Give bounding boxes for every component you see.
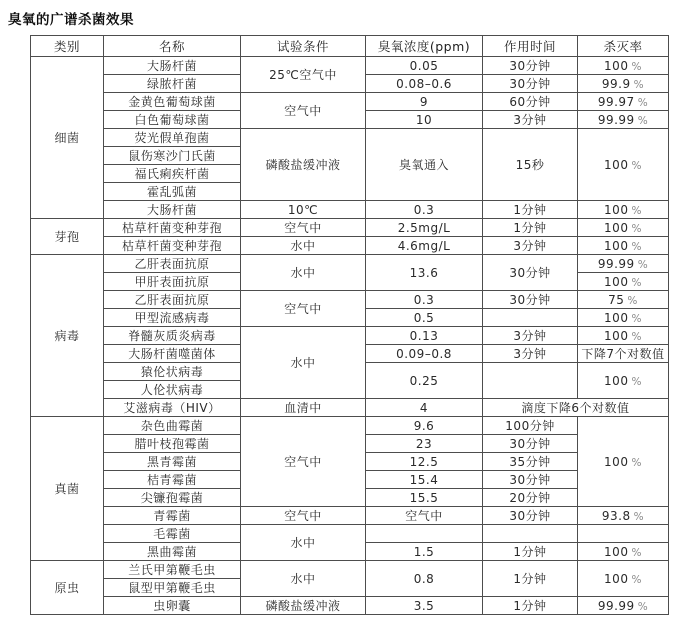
cell-name: 桔青霉菌 [104,471,241,489]
cell-time: 3分钟 [483,237,578,255]
table-row [31,525,669,543]
column-header-killrate: 杀灭率 [578,36,669,57]
cell-name: 大肠杆菌 [104,201,241,219]
table-row [31,561,669,579]
cell-concentration: 0.3 [366,201,483,219]
cell-time: 1分钟 [483,201,578,219]
cell-condition: 空气中 [241,291,366,327]
table-body [31,57,669,615]
percent-sign: % [633,510,645,523]
cell-killrate: 100 % [578,273,669,291]
table-row [31,57,669,75]
cell-condition: 磷酸盐缓冲液 [241,129,366,201]
cell-name: 甲肝表面抗原 [104,273,241,291]
cell-killrate: 100 % [578,57,669,75]
cell-name: 绿脓杆菌 [104,75,241,93]
cell-name: 人伦状病毒 [104,381,241,399]
table-row [31,291,669,309]
percent-sign: % [631,456,642,469]
cell-time: 30分钟 [483,255,578,291]
cell-killrate: 100 % [578,129,669,201]
cell-concentration: 4 [366,399,483,417]
cell-killrate: 100 % [578,237,669,255]
table-row [31,201,669,219]
cell-condition: 空气中 [241,93,366,129]
cell-concentration: 0.3 [366,291,483,309]
cell-name: 毛霉菌 [104,525,241,543]
cell-killrate: 100 % [578,561,669,597]
cell-time: 30分钟 [483,57,578,75]
cell-killrate: 100 % [578,543,669,561]
cell-time: 3分钟 [483,345,578,363]
cell-concentration: 13.6 [366,255,483,291]
cell-time: 1分钟 [483,543,578,561]
column-header-concentration: 臭氧浓度(ppm) [366,36,483,57]
cell-concentration: 0.5 [366,309,483,327]
cell-category: 细菌 [31,57,104,219]
cell-category: 真菌 [31,417,104,561]
percent-sign: % [631,546,642,559]
percent-sign: % [637,114,649,127]
cell-name: 甲型流感病毒 [104,309,241,327]
cell-name: 金黄色葡萄球菌 [104,93,241,111]
cell-concentration: 臭氧通入 [366,129,483,201]
cell-concentration: 0.25 [366,363,483,399]
cell-condition: 空气中 [241,417,366,507]
cell-concentration [366,525,483,543]
percent-sign: % [631,222,642,235]
percent-sign: % [627,294,638,307]
percent-sign: % [637,258,649,271]
cell-time: 100分钟 [483,417,578,435]
cell-killrate: 100 % [578,363,669,399]
cell-name: 尖镰孢霉菌 [104,489,241,507]
cell-time: 3分钟 [483,111,578,129]
cell-name: 乙肝表面抗原 [104,291,241,309]
column-header-name: 名称 [104,36,241,57]
cell-time: 1分钟 [483,561,578,597]
cell-name: 兰氏甲第鞭毛虫 [104,561,241,579]
cell-killrate: 99.97 % [578,93,669,111]
column-header-time: 作用时间 [483,36,578,57]
table-row [31,597,669,615]
cell-condition: 10℃ [241,201,366,219]
cell-concentration: 12.5 [366,453,483,471]
cell-concentration: 3.5 [366,597,483,615]
cell-concentration: 0.08–0.6 [366,75,483,93]
cell-category: 芽孢 [31,219,104,255]
percent-sign: % [631,60,642,73]
table-row [31,255,669,273]
percent-sign: % [637,96,649,109]
cell-time: 35分钟 [483,453,578,471]
cell-killrate: 99.99 % [578,597,669,615]
cell-condition: 磷酸盐缓冲液 [241,597,366,615]
cell-condition: 水中 [241,255,366,291]
cell-killrate [578,525,669,543]
cell-name: 大肠杆菌 [104,57,241,75]
percent-sign: % [631,276,642,289]
cell-killrate: 100 % [578,219,669,237]
table-header [31,36,669,57]
header-row [31,36,669,57]
cell-time [483,525,578,543]
cell-concentration: 23 [366,435,483,453]
cell-killrate: 100 % [578,201,669,219]
table-row [31,237,669,255]
cell-concentration: 2.5mg/L [366,219,483,237]
cell-time [483,309,578,327]
cell-name: 腊叶枝孢霉菌 [104,435,241,453]
cell-name: 乙肝表面抗原 [104,255,241,273]
cell-name: 黑青霉菌 [104,453,241,471]
cell-concentration: 0.8 [366,561,483,597]
cell-name: 虫卵囊 [104,597,241,615]
cell-concentration: 10 [366,111,483,129]
table-row [31,219,669,237]
table-row [31,417,669,435]
page-title: 臭氧的广谱杀菌效果 [8,12,134,28]
cell-name: 白色葡萄球菌 [104,111,241,129]
cell-concentration: 0.05 [366,57,483,75]
cell-killrate: 100 % [578,309,669,327]
cell-time: 30分钟 [483,75,578,93]
cell-killrate: 100 % [578,327,669,345]
cell-name: 脊髓灰质炎病毒 [104,327,241,345]
cell-time: 滴度下降6个对数值 [483,399,669,417]
percent-sign: % [631,573,642,586]
cell-time: 30分钟 [483,471,578,489]
table-row [31,507,669,525]
cell-category: 原虫 [31,561,104,615]
ozone-sterilization-table [30,35,669,615]
cell-time [483,363,578,399]
cell-concentration: 15.5 [366,489,483,507]
cell-time: 30分钟 [483,435,578,453]
cell-condition: 空气中 [241,219,366,237]
cell-name: 猿伦状病毒 [104,363,241,381]
cell-condition: 25℃空气中 [241,57,366,93]
cell-time: 1分钟 [483,219,578,237]
percent-sign: % [631,312,642,325]
cell-time: 60分钟 [483,93,578,111]
cell-category: 病毒 [31,255,104,417]
cell-killrate: 下降7个对数值 [578,345,669,363]
cell-name: 枯草杆菌变种芽孢 [104,219,241,237]
cell-condition: 水中 [241,237,366,255]
percent-sign: % [637,600,649,613]
cell-name: 鼠伤寒沙门氏菌 [104,147,241,165]
cell-killrate: 75 % [578,291,669,309]
cell-condition: 水中 [241,327,366,399]
percent-sign: % [631,240,642,253]
cell-concentration: 空气中 [366,507,483,525]
cell-time: 1分钟 [483,597,578,615]
percent-sign: % [631,330,642,343]
cell-killrate: 99.99 % [578,111,669,129]
percent-sign: % [633,78,645,91]
cell-time: 30分钟 [483,507,578,525]
cell-killrate: 99.99 % [578,255,669,273]
percent-sign: % [631,204,642,217]
cell-killrate: 99.9 % [578,75,669,93]
cell-time: 20分钟 [483,489,578,507]
column-header-condition: 试验条件 [241,36,366,57]
cell-name: 艾滋病毒（HIV） [104,399,241,417]
cell-killrate: 100 % [578,417,669,507]
cell-name: 青霉菌 [104,507,241,525]
cell-name: 荧光假单孢菌 [104,129,241,147]
cell-name: 杂色曲霉菌 [104,417,241,435]
cell-concentration: 0.09–0.8 [366,345,483,363]
table-row [31,327,669,345]
cell-condition: 水中 [241,561,366,597]
cell-concentration: 9 [366,93,483,111]
cell-name: 霍乱弧菌 [104,183,241,201]
cell-time: 30分钟 [483,291,578,309]
table-row [31,129,669,147]
cell-name: 鼠型甲第鞭毛虫 [104,579,241,597]
cell-condition: 血清中 [241,399,366,417]
percent-sign: % [631,159,642,172]
column-header-category: 类别 [31,36,104,57]
cell-name: 大肠杆菌噬菌体 [104,345,241,363]
cell-concentration: 4.6mg/L [366,237,483,255]
percent-sign: % [631,375,642,388]
table-row [31,93,669,111]
cell-time: 15秒 [483,129,578,201]
cell-concentration: 1.5 [366,543,483,561]
cell-name: 黑曲霉菌 [104,543,241,561]
cell-concentration: 9.6 [366,417,483,435]
cell-killrate: 93.8 % [578,507,669,525]
cell-concentration: 15.4 [366,471,483,489]
table-row [31,399,669,417]
cell-name: 枯草杆菌变种芽孢 [104,237,241,255]
cell-condition: 水中 [241,525,366,561]
cell-concentration: 0.13 [366,327,483,345]
cell-time: 3分钟 [483,327,578,345]
cell-name: 福氏痢疾杆菌 [104,165,241,183]
cell-condition: 空气中 [241,507,366,525]
